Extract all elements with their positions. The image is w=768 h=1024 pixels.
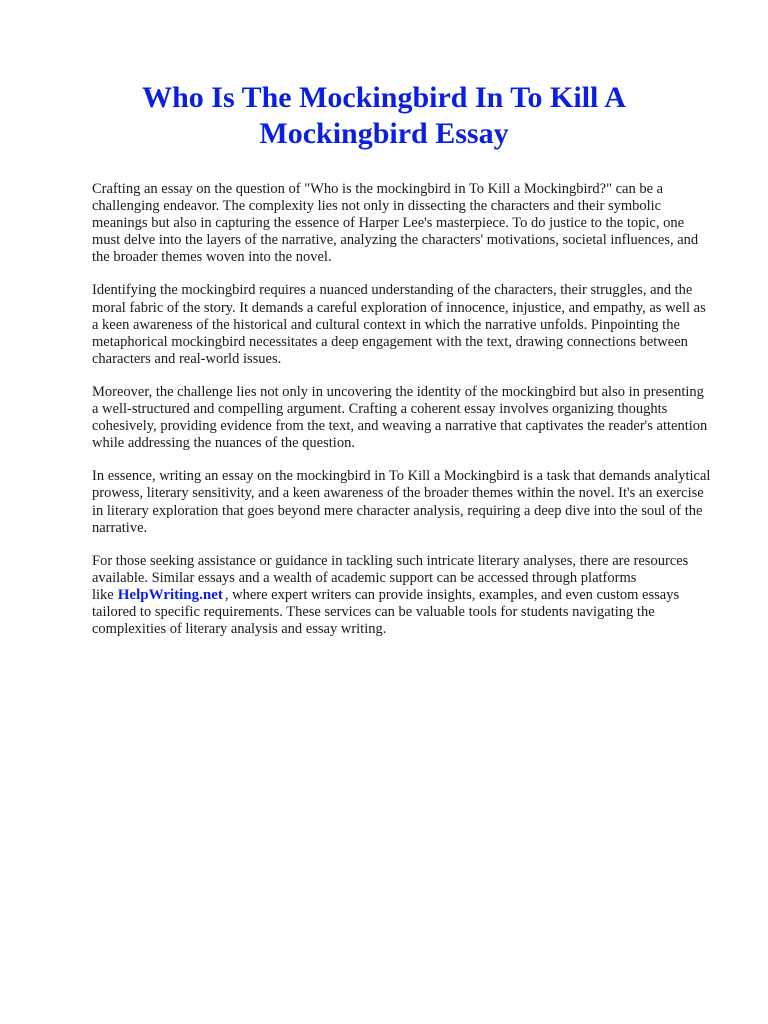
title-line-2: Mockingbird Essay [259, 117, 509, 150]
paragraph-5-after-link: , where expert writers can provide insights, examples, and even custom essays tailored to specific requirements. These services can be valuable tools for students navigating the complexities of literary analysis and essay writing. [92, 586, 680, 638]
paragraph-4: In essence, writing an essay on the mockingbird in To Kill a Mockingbird is a task that demands analytical prowess, literary sensitivity, and a keen awareness of the broader themes within the novel. It's an exercise in literary exploration that goes beyond mere character analysis, requiring a deep dive into the soul of the narrative. [92, 468, 711, 536]
title-line-1: Who Is The Mockingbird In To Kill A [142, 81, 626, 114]
paragraph-5 [92, 553, 712, 638]
document-body [92, 181, 712, 654]
paragraph-1: Crafting an essay on the question of "Who is the mockingbird in To Kill a Mockingbird?" can be a challenging endeavor. The complexity lies not only in dissecting the characters and their symbolic meanings but also in capturing the essence of Harper Lee's masterpiece. To do justice to the topic, one must delve into the layers of the narrative, analyzing the characters' motivations, societal influences, and the broader themes woven into the novel. [92, 181, 699, 266]
paragraph-5-before-link: For those seeking assistance or guidance in tackling such intricate literary analyses, there are resources available. Similar essays and a wealth of academic support can be accessed through platforms like [92, 552, 689, 603]
helpwriting-link[interactable]: HelpWriting.net [117, 586, 223, 603]
document-title [92, 80, 676, 152]
paragraph-2: Identifying the mockingbird requires a nuanced understanding of the characters, their struggles, and the moral fabric of the story. It demands a careful exploration of innocence, injustice, and empathy, as well as a keen awareness of the historical and cultural context in which the narrative unfolds. Pinpointing the metaphorical mockingbird necessitates a deep engagement with the text, drawing connections between characters and real-world issues. [92, 282, 706, 367]
paragraph-3: Moreover, the challenge lies not only in uncovering the identity of the mockingbird but also in presenting a well-structured and compelling argument. Crafting a coherent essay involves organizing thoughts cohesively, providing evidence from the text, and weaving a narrative that captivates the reader's attention while addressing the nuances of the question. [92, 383, 708, 452]
